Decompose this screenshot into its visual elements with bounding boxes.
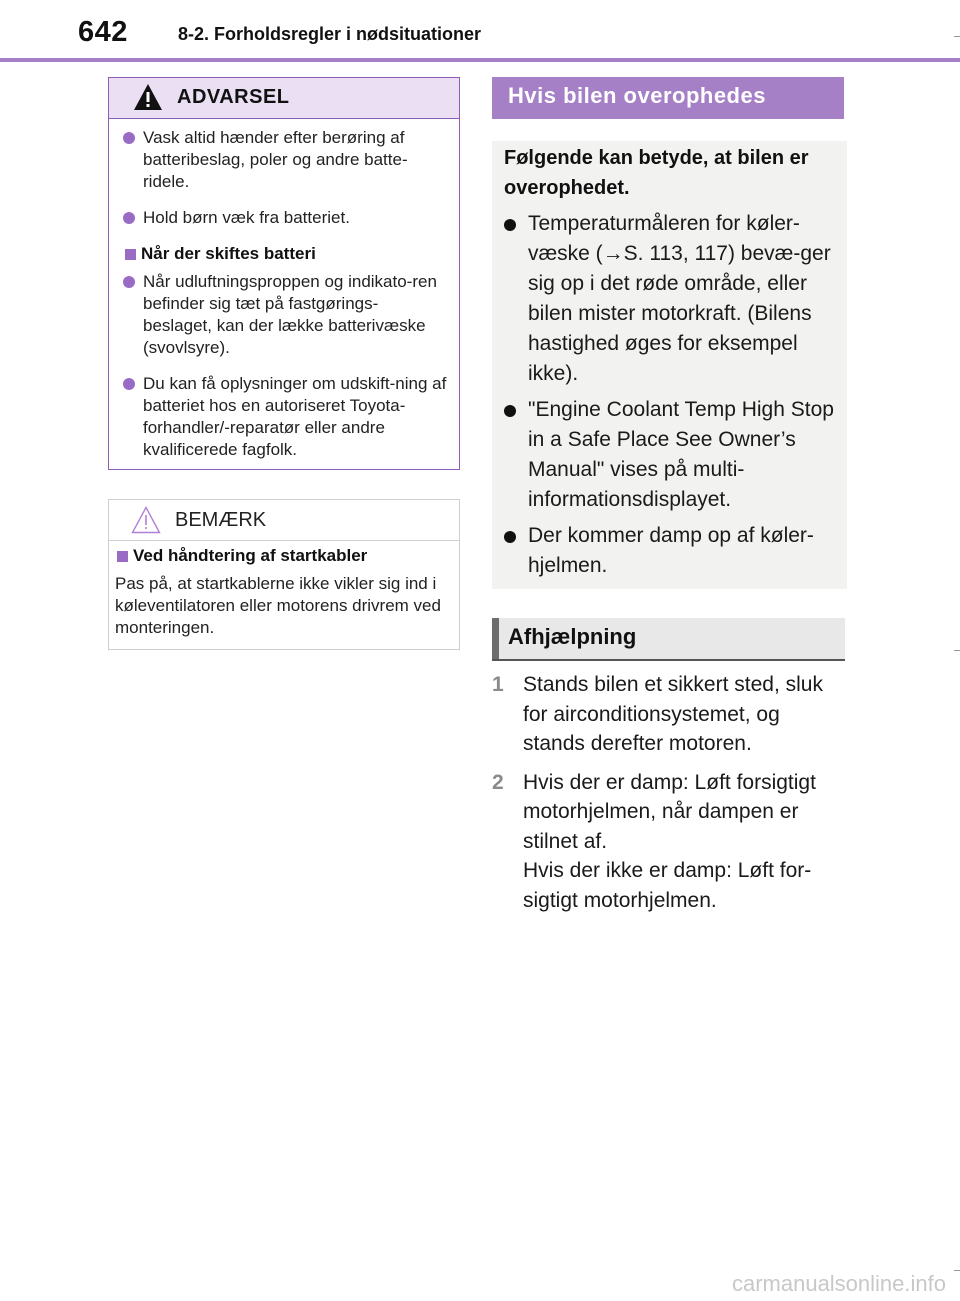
- warning-item-text: Vask altid hænder efter berøring af batteribeslag, poler og andre batte-ridele.: [143, 128, 408, 191]
- step-number: 2: [492, 770, 504, 794]
- warning-item: [119, 373, 447, 461]
- list-item: [502, 209, 837, 389]
- warning-item-text: Du kan få oplysninger om udskift-ning af batteriet hos en autoriseret Toyota-forhandler/-reparatør eller andre kvalificerede fagfolk.: [143, 374, 447, 459]
- overheat-signs-box: [492, 141, 847, 589]
- note-title: BEMÆRK: [175, 509, 267, 531]
- watermark: carmanualsonline.info: [731, 1271, 946, 1296]
- bullet-dot: [123, 212, 135, 224]
- crop-mark: [954, 36, 960, 37]
- warning-title: ADVARSEL: [177, 86, 290, 108]
- warning-subsection-text: Når der skiftes batteri: [141, 244, 316, 263]
- header-rule: [0, 58, 960, 62]
- bullet-dot: [123, 132, 135, 144]
- warning-triangle-icon: [133, 83, 163, 116]
- warning-item-text: Hold børn væk fra batteriet.: [143, 208, 350, 227]
- warning-subsection-title: [119, 243, 447, 265]
- page-header: [0, 0, 960, 62]
- crop-mark: [954, 1270, 960, 1271]
- overheat-title: Hvis bilen overophedes: [508, 83, 766, 108]
- note-subsection-text: Ved håndtering af startkabler: [133, 546, 368, 565]
- bullet-dot: [123, 276, 135, 288]
- caution-triangle-icon: [131, 506, 161, 539]
- remedy-steps: [492, 670, 847, 924]
- step-number: 1: [492, 673, 504, 696]
- remedy-title: Afhjælpning: [508, 624, 637, 649]
- overheat-signs-list: [502, 209, 837, 587]
- step-text: Stands bilen et sikkert sted, sluk for airconditionsystemet, og stands derefter motoren.: [523, 673, 823, 755]
- note-subsection-title: [115, 545, 449, 567]
- square-bullet: [117, 551, 128, 562]
- note-header: [109, 500, 459, 541]
- warning-item-text: Når udluftningsproppen og indikato-ren befinder sig tæt på fastgørings-beslaget, kan der lække batterivæske (svovlsyre).: [143, 272, 437, 357]
- remedy-header: [492, 618, 845, 661]
- note-text: Pas på, at startkablerne ikke vikler sig ind i køleventilatoren eller motorens drivrem ved monteringen.: [115, 574, 441, 637]
- warning-item: [119, 127, 447, 193]
- bullet-dot: [504, 531, 516, 543]
- page-number: 642: [78, 16, 128, 48]
- bullet-dot: [504, 219, 516, 231]
- warning-item: [119, 207, 447, 229]
- warning-box: [108, 77, 460, 470]
- note-box: [108, 499, 460, 650]
- section-title: 8-2. Forholdsregler i nødsituationer: [178, 24, 482, 44]
- crop-mark: [954, 650, 960, 651]
- square-bullet: [125, 249, 136, 260]
- warning-header: [109, 78, 459, 119]
- list-item-text: Der kommer damp op af køler-hjelmen.: [528, 524, 814, 577]
- remedy-accent-bar: [492, 618, 499, 659]
- list-item-text: Temperaturmåleren for køler-væske (→S. 113, 117) bevæ-ger sig op i det røde område, eller bilen mister motorkraft. (Bilens hastighed øges for eksempel ikke).: [528, 212, 831, 385]
- step-text: Hvis der er damp: Løft forsigtigt motorhjelmen, når dampen er stilnet af.: [523, 770, 816, 853]
- list-item: [502, 395, 837, 515]
- note-body: [109, 541, 459, 639]
- step-item: [492, 670, 847, 759]
- overheat-intro: Følgende kan betyde, at bilen er overophedet.: [504, 147, 809, 199]
- warning-item: [119, 271, 447, 359]
- list-item: [502, 521, 837, 581]
- step-item: [492, 768, 847, 916]
- step-text-secondary: Hvis der ikke er damp: Løft for-sigtigt motorhjelmen.: [523, 859, 812, 912]
- bullet-dot: [123, 378, 135, 390]
- list-item-text: "Engine Coolant Temp High Stop in a Safe Place See Owner’s Manual" vises på multi-informationsdisplayet.: [528, 398, 834, 511]
- warning-body: [109, 119, 459, 461]
- bullet-dot: [504, 405, 516, 417]
- overheat-banner: [492, 77, 844, 119]
